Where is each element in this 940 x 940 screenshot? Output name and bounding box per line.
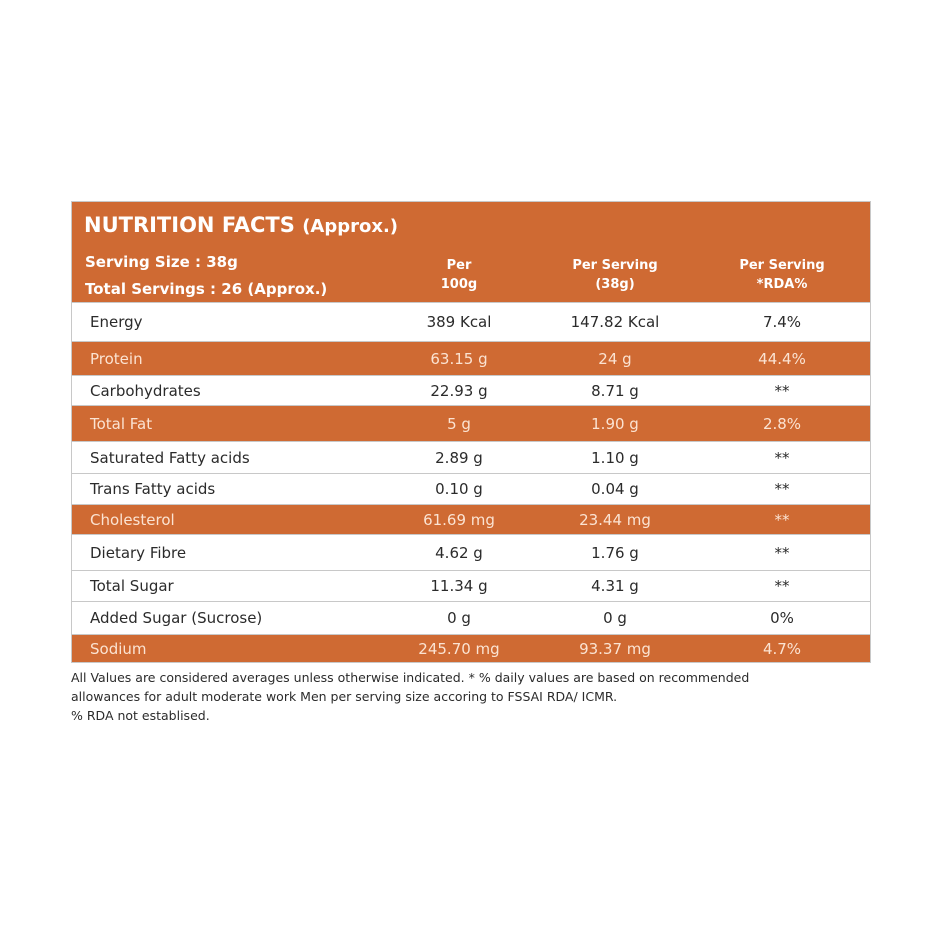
serving-size: Serving Size : 38g (85, 253, 238, 271)
nutrient-name: Protein (90, 349, 143, 368)
rda-value: 0% (770, 609, 794, 627)
nutrient-row-sodium (72, 634, 870, 662)
title-suffix: (Approx.) (302, 216, 399, 237)
nutrient-row-added-sugar (72, 601, 870, 634)
per-100g-value: 22.93 g (430, 381, 488, 400)
nutrient-name: Cholesterol (90, 510, 175, 529)
rda-value: 2.8% (762, 414, 802, 433)
nutrition-header (72, 202, 870, 302)
nutrient-row-trans-fatty-acids (72, 473, 870, 504)
title-main: NUTRITION FACTS (84, 213, 295, 237)
footnote-line: All Values are considered averages unless otherwise indicated. * % daily values are based on recommended (71, 670, 750, 685)
per-serving-value: 1.90 g (591, 414, 639, 433)
rda-value: ** (774, 480, 790, 498)
footnote-line: allowances for adult moderate work Men per serving size accoring to FSSAI RDA/ ICMR. (71, 689, 618, 704)
nutrient-row-saturated-fatty-acids (72, 441, 870, 473)
per-serving-value: 24 g (598, 349, 632, 368)
rda-value: ** (774, 381, 790, 400)
per-serving-value: 147.82 Kcal (570, 313, 660, 331)
rda-value: ** (774, 543, 790, 562)
nutrient-name: Saturated Fatty acids (90, 448, 250, 467)
nutrition-facts-panel (71, 201, 871, 663)
nutrient-name: Added Sugar (Sucrose) (90, 609, 263, 627)
nutrient-row-dietary-fibre (72, 534, 870, 570)
per-100g-value: 4.62 g (435, 543, 483, 562)
per-100g-value: 11.34 g (430, 577, 488, 595)
nutrient-name: Sodium (90, 639, 147, 658)
per-100g-value: 2.89 g (435, 448, 483, 467)
footnote-line: % RDA not establised. (71, 708, 210, 723)
total-servings: Total Servings : 26 (Approx.) (85, 280, 328, 298)
per-100g-value: 63.15 g (430, 349, 488, 368)
footnote (71, 668, 871, 725)
rda-value: 44.4% (758, 349, 806, 368)
column-header-line: 100g (440, 277, 478, 292)
nutrient-name: Dietary Fibre (90, 543, 187, 562)
column-header-line: *RDA% (756, 277, 808, 292)
column-header-line: Per (446, 258, 472, 273)
panel-title (84, 213, 398, 237)
nutrient-name: Total Sugar (90, 577, 174, 595)
rda-value: ** (774, 448, 790, 467)
rda-value: 4.7% (762, 639, 802, 658)
column-header-line: Per Serving (739, 258, 825, 273)
rda-value: ** (774, 577, 790, 595)
per-serving-value: 0 g (603, 609, 627, 627)
nutrient-name: Energy (90, 313, 143, 331)
rda-value: ** (774, 510, 790, 529)
nutrient-name: Total Fat (90, 414, 153, 433)
column-header-line: (38g) (595, 277, 635, 292)
nutrient-row-carbohydrates (72, 375, 870, 405)
nutrient-row-protein (72, 341, 870, 375)
per-100g-value: 389 Kcal (426, 313, 492, 331)
column-header-per-100g (389, 256, 529, 294)
per-serving-value: 1.76 g (591, 543, 639, 562)
per-100g-value: 61.69 mg (423, 510, 495, 529)
nutrient-name: Trans Fatty acids (90, 480, 216, 498)
per-serving-value: 8.71 g (591, 381, 639, 400)
per-serving-value: 4.31 g (591, 577, 639, 595)
nutrient-row-total-fat (72, 405, 870, 441)
nutrient-row-total-sugar (72, 570, 870, 601)
serving-info (85, 249, 327, 303)
per-serving-value: 0.04 g (591, 480, 639, 498)
per-100g-value: 5 g (447, 414, 471, 433)
nutrient-row-cholesterol (72, 504, 870, 534)
column-header-per-serving (545, 256, 685, 294)
per-100g-value: 245.70 mg (418, 639, 500, 658)
column-header-rda (712, 256, 852, 294)
nutrient-row-energy (72, 302, 870, 341)
per-100g-value: 0.10 g (435, 480, 483, 498)
per-serving-value: 23.44 mg (579, 510, 651, 529)
per-serving-value: 93.37 mg (579, 639, 651, 658)
column-header-line: Per Serving (572, 258, 658, 273)
per-100g-value: 0 g (447, 609, 471, 627)
rda-value: 7.4% (762, 313, 802, 331)
per-serving-value: 1.10 g (591, 448, 639, 467)
nutrient-name: Carbohydrates (90, 381, 201, 400)
